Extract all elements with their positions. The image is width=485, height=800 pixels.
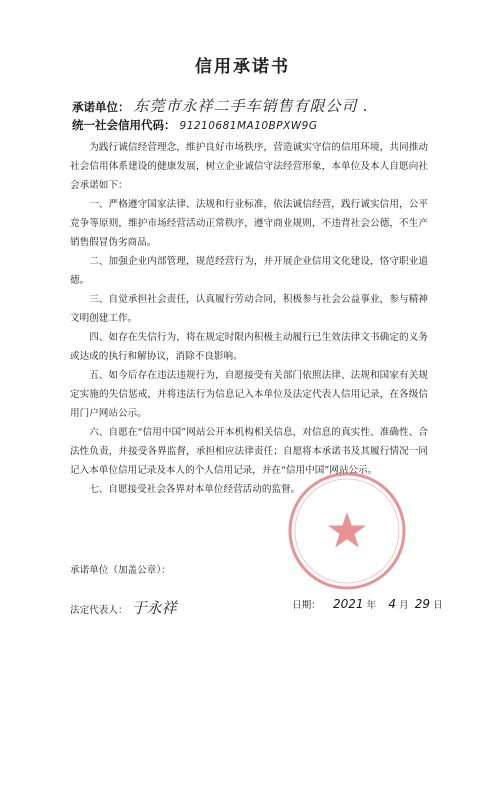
legal-rep-label: 法定代表人： — [70, 605, 128, 616]
legal-rep-line — [70, 597, 177, 618]
commitment-body — [70, 138, 428, 499]
clause-paragraph: 七、自愿接受社会各界对本单位经营活动的监督。 — [89, 484, 301, 495]
document-title: 信用承诺书 — [195, 57, 290, 77]
credit-code: 91210681MA10BPXW9G — [179, 120, 318, 132]
seal-unit-line: 承诺单位（加盖公章）： — [70, 565, 171, 576]
clause-paragraph: 六、自愿在“信用中国”网站公开本机构相关信息，对信息的真实性、准确性、合法性负责，并接受各界监督，承担相应法律责任；自愿将本承诺书及其履行情况一同记入本单位信用记录及本人的个人信用记录，并在“信用中国”网站公示。 — [70, 427, 428, 476]
company-seal — [286, 470, 408, 592]
unit-name: 东莞市永祥二手车销售有限公司 . — [133, 97, 370, 115]
intro-paragraph: 为践行诚信经营理念，维护良好市场秩序，营造诚实守信的信用环境，共同推动社会信用体系建设的健康发展，树立企业诚信守法经营形象，本单位及本人自愿向社会承诺如下： — [70, 142, 428, 191]
date-label: 日期： — [292, 600, 321, 611]
unit-label: 承诺单位： — [72, 100, 130, 114]
clause-paragraph: 一、严格遵守国家法律、法规和行业标准，依法诚信经营，践行诚实信用，公平竞争等原则，维护市场经营活动正常秩序，遵守商业规则，不违背社会公德，不生产销售假冒伪劣商品。 — [70, 199, 428, 248]
clause-paragraph: 三、自觉承担社会责任，认真履行劳动合同，积极参与社会公益事业，参与精神文明创建工作。 — [70, 294, 428, 324]
date-day: 29 — [414, 597, 431, 611]
unit-field — [72, 95, 369, 116]
date-year-unit: 年 — [366, 600, 377, 611]
clause-paragraph: 二、加强企业内部管理，规范经营行为，并开展企业信用文化建设，恪守职业道德。 — [70, 256, 428, 286]
date-month: 4 — [388, 597, 397, 611]
credit-code-label: 统一社会信用代码： — [72, 118, 176, 132]
clause-paragraph: 五、如今后存在违法违规行为，自愿接受有关部门依照法律、法规和国家有关规定实施的失信惩戒，并将违法行为信息记入本单位及法定代表人信用记录，在各级信用门户网站公示。 — [70, 370, 428, 419]
date-line — [292, 597, 443, 611]
date-year: 2021 — [332, 597, 364, 611]
date-month-unit: 月 — [399, 600, 409, 611]
date-day-unit: 日 — [433, 600, 443, 611]
credit-code-field — [72, 117, 318, 133]
clause-paragraph: 四、如存在失信行为，将在规定时限内积极主动履行已生效法律文书确定的义务或达成的执行和解协议，消除不良影响。 — [70, 332, 428, 362]
handwritten-signature: 于永祥 — [131, 599, 177, 617]
